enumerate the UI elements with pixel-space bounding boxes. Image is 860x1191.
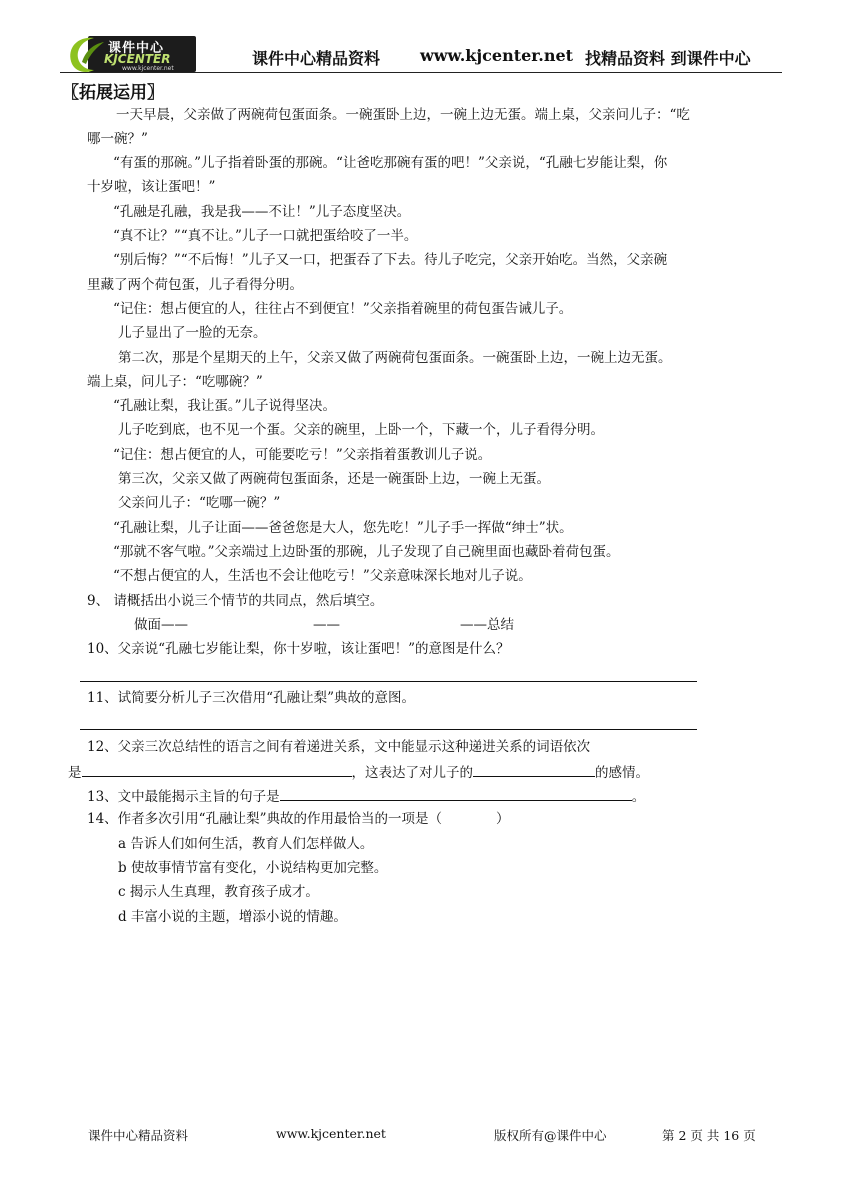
story-line: 十岁啦，该让蛋吧！”	[87, 179, 216, 195]
option-d: d 丰富小说的主题，增添小说的情趣。	[118, 909, 347, 925]
story-line: 第三次，父亲又做了两碗荷包蛋面条，还是一碗蛋卧上边，一碗上无蛋。	[118, 471, 550, 487]
question-12-prefix: 是	[68, 765, 82, 781]
story-line: 里藏了两个荷包蛋，儿子看得分明。	[87, 277, 303, 293]
story-line: “孔融是孔融，我是我——不让！”儿子态度坚决。	[113, 204, 411, 220]
question-11: 11、试简要分析儿子三次借用“孔融让梨”典故的意图。	[87, 690, 415, 706]
story-line: “真不让？”“真不让。”儿子一口就把蛋给咬了一半。	[113, 228, 418, 244]
option-b: b 使故事情节富有变化，小说结构更加完整。	[118, 860, 388, 876]
logo-english-text: KJCENTER	[104, 52, 171, 66]
story-line: “有蛋的那碗。”儿子指着卧蛋的那碗。“让爸吃那碗有蛋的吧！”父亲说，“孔融七岁能让梨，你	[113, 155, 668, 171]
answer-blank-13[interactable]	[280, 786, 632, 801]
story-line: “别后悔？”“不后悔！”儿子又一口，把蛋吞了下去。待儿子吃完，父亲开始吃。当然，父亲碗	[113, 252, 668, 268]
section-title: 〖拓展运用〗	[62, 83, 164, 103]
footer-site-text: www.kjcenter.net	[276, 1126, 386, 1141]
logo-swoosh-icon	[64, 32, 108, 76]
question-12-line-1: 12、父亲三次总结性的语言之间有着递进关系，文中能显示这种递进关系的词语依次	[87, 739, 591, 755]
question-10: 10、父亲说“孔融七岁能让梨，你十岁啦，该让蛋吧！”的意图是什么？	[87, 641, 510, 657]
story-line: 第二次，那是个星期天的上午，父亲又做了两碗荷包蛋面条。一碗蛋卧上边，一碗上边无蛋。	[118, 350, 672, 366]
answer-line-10[interactable]	[80, 681, 697, 682]
story-line: 一天早晨，父亲做了两碗荷包蛋面条。一碗蛋卧上边，一碗上边无蛋。端上桌，父亲问儿子：“吃	[116, 107, 690, 123]
footer-copyright: 版权所有@课件中心	[494, 1128, 607, 1143]
story-line: 儿子吃到底，也不见一个蛋。父亲的碗里，上卧一个，下藏一个，儿子看得分明。	[118, 422, 604, 438]
story-line: “记住：想占便宜的人，可能要吃亏！”父亲指着蛋教训儿子说。	[113, 447, 492, 463]
question-12-line-2	[68, 762, 649, 782]
question-12-suffix: 的感情。	[595, 765, 649, 781]
story-line: “不想占便宜的人，生活也不会让他吃亏！”父亲意味深长地对儿子说。	[113, 568, 532, 584]
kjcenter-logo	[64, 32, 196, 76]
question-9-fill-c: ——总结	[460, 617, 514, 633]
story-line: “那就不客气啦。”父亲端过上边卧蛋的那碗，儿子发现了自己碗里面也藏卧着荷包蛋。	[113, 544, 620, 560]
header-rule	[60, 72, 782, 73]
question-13-suffix: 。	[631, 789, 646, 805]
question-14: 14、作者多次引用“孔融让梨”典故的作用最恰当的一项是（ ）	[87, 811, 510, 827]
footer-left-text: 课件中心精品资料	[88, 1128, 189, 1143]
question-9: 9、 请概括出小说三个情节的共同点，然后填空。	[87, 593, 384, 609]
logo-url-text: www.kjcenter.net	[122, 65, 174, 72]
answer-blank-12b[interactable]	[473, 762, 595, 777]
header-right-text: 找精品资料 到课件中心	[585, 49, 751, 68]
question-13	[87, 786, 645, 806]
question-12-middle: ，这表达了对儿子的	[351, 765, 473, 781]
answer-line-11[interactable]	[80, 729, 697, 730]
story-line: 端上桌，问儿子：“吃哪碗？”	[87, 374, 263, 390]
header-site-text: www.kjcenter.net	[420, 46, 574, 65]
story-line: 父亲问儿子：“吃哪一碗？”	[118, 495, 281, 511]
footer-page-number: 第 2 页 共 16 页	[662, 1128, 756, 1143]
answer-blank-12a[interactable]	[82, 762, 352, 777]
story-line: 哪一碗？”	[87, 131, 148, 147]
story-line: “孔融让梨，儿子让面——爸爸您是大人，您先吃！”儿子手一挥做“绅士”状。	[113, 520, 573, 536]
story-line: “孔融让梨，我让蛋。”儿子说得坚决。	[113, 398, 337, 414]
question-9-fill-a: 做面——	[134, 617, 188, 633]
question-13-prefix: 13、文中最能揭示主旨的句子是	[87, 789, 280, 805]
story-line: 儿子显出了一脸的无奈。	[118, 325, 267, 341]
option-c: c 揭示人生真理，教育孩子成才。	[118, 884, 319, 900]
story-line: “记住：想占便宜的人，往往占不到便宜！”父亲指着碗里的荷包蛋告诫儿子。	[113, 301, 573, 317]
question-9-fill-b: ——	[313, 617, 340, 633]
logo-chinese-text: 课件中心	[108, 41, 165, 56]
option-a: a 告诉人们如何生活，教育人们怎样做人。	[118, 836, 374, 852]
header-left-text: 课件中心精品资料	[252, 49, 381, 68]
